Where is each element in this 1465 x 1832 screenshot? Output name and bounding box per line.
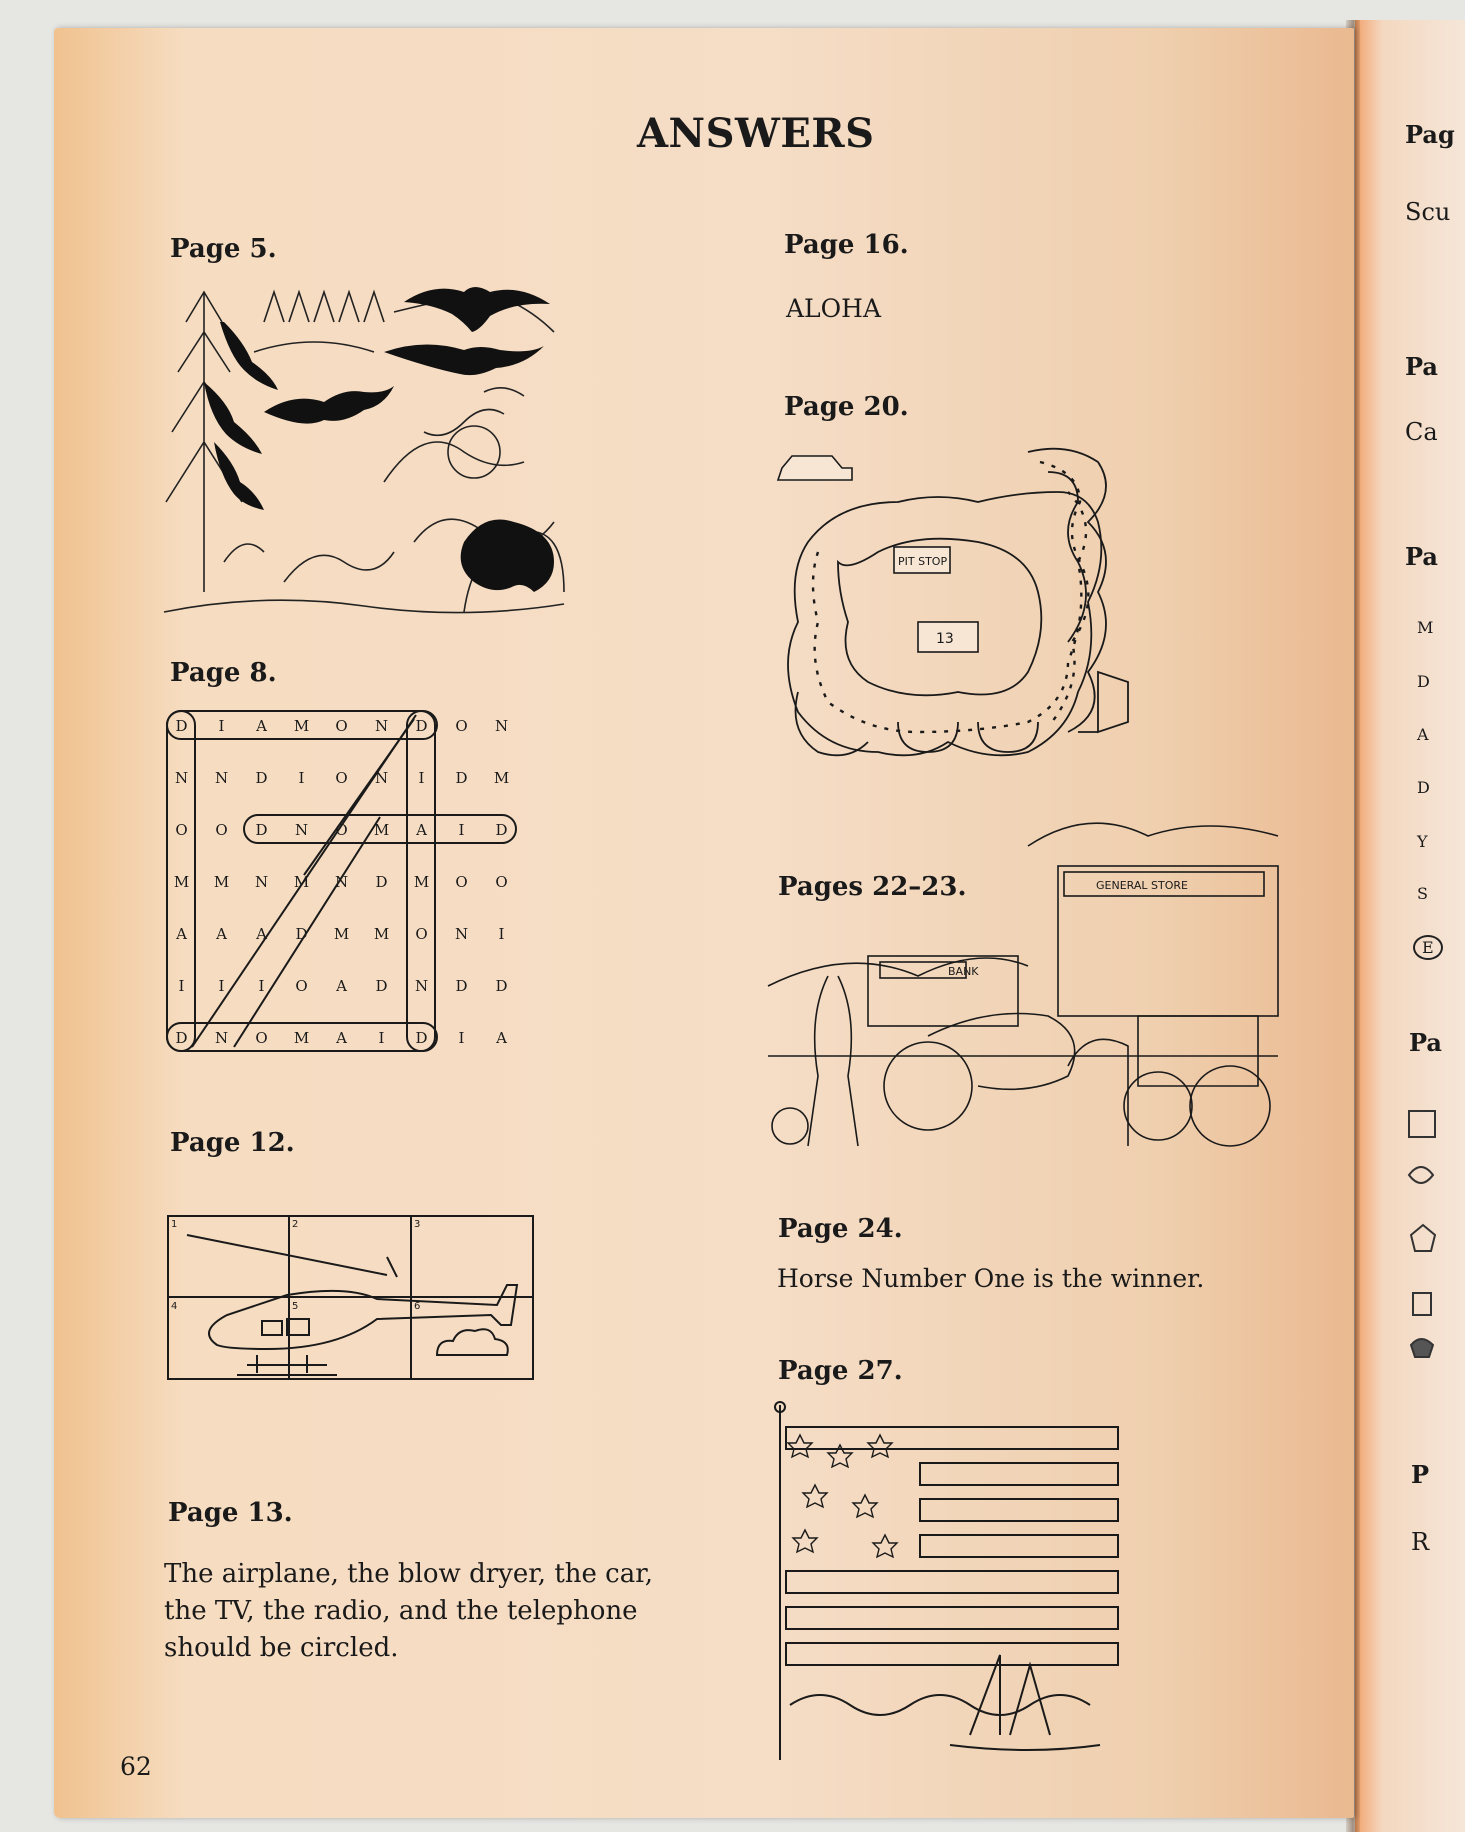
next-page-letter: D	[1417, 672, 1430, 691]
page-number: 62	[120, 1752, 152, 1781]
ws-letter: M	[213, 873, 231, 891]
ws-letter: N	[414, 977, 430, 995]
page-13-answer: The airplane, the blow dryer, the car, the TV, the radio, and the telephone should be circled.	[164, 1559, 654, 1663]
ws-letter: A	[336, 1029, 348, 1047]
racetrack-maze	[778, 432, 1148, 762]
ws-letter: I	[418, 769, 426, 787]
ws-letter: O	[215, 821, 229, 839]
page-title: ANSWERS	[637, 110, 875, 157]
ws-letter: D	[495, 821, 509, 839]
svg-text:6: 6	[414, 1301, 421, 1312]
page-8-label: Page 8.	[170, 658, 277, 688]
ws-letter: N	[454, 925, 470, 943]
pit-stop-sign: PIT STOP	[898, 555, 948, 568]
svg-text:2: 2	[292, 1219, 299, 1230]
next-page-text-2: Ca	[1405, 418, 1438, 446]
svg-text:1: 1	[171, 1219, 178, 1230]
page-16-label: Page 16.	[784, 230, 909, 260]
ws-letter: D	[375, 977, 389, 995]
ws-letter: I	[498, 925, 506, 943]
ws-letter: A	[416, 821, 428, 839]
ws-letter: A	[496, 1029, 508, 1047]
ws-letter: A	[256, 925, 268, 943]
ws-letter: N	[214, 769, 230, 787]
ws-letter: I	[258, 977, 266, 995]
western-town-illustration	[768, 816, 1286, 1166]
ws-letter: N	[494, 717, 510, 735]
ws-letter: D	[455, 977, 469, 995]
next-page-letter: S	[1417, 884, 1428, 903]
ws-letter: A	[176, 925, 188, 943]
ws-letter: N	[254, 873, 270, 891]
ws-letter: I	[218, 717, 226, 735]
ws-letter: N	[174, 769, 190, 787]
ws-letter: A	[216, 925, 228, 943]
ws-letter: D	[415, 1029, 429, 1047]
ws-letter: O	[455, 873, 469, 891]
ws-letter: M	[373, 925, 391, 943]
ws-letter: N	[374, 717, 390, 735]
helicopter-puzzle	[167, 1215, 535, 1381]
ws-letter: D	[415, 717, 429, 735]
forest-illustration	[164, 282, 564, 617]
page-5-label: Page 5.	[170, 234, 277, 264]
ws-letter: N	[334, 873, 350, 891]
ws-letter: N	[214, 1029, 230, 1047]
ws-letter: O	[455, 717, 469, 735]
page-27-label: Page 27.	[778, 1356, 903, 1386]
next-page-heading-5: P	[1411, 1460, 1430, 1489]
ws-letter: O	[335, 769, 349, 787]
adjacent-page	[1355, 20, 1465, 1832]
ws-letter: M	[293, 1029, 311, 1047]
bank-sign: BANK	[948, 965, 979, 978]
next-page-heading-1: Pag	[1405, 120, 1455, 149]
ws-letter: N	[294, 821, 310, 839]
ws-letter: O	[295, 977, 309, 995]
ws-letter: N	[374, 769, 390, 787]
ws-letter: D	[495, 977, 509, 995]
ws-letter: I	[458, 1029, 466, 1047]
next-page-text-3: R	[1411, 1528, 1430, 1556]
word-search-grid	[162, 707, 522, 1059]
ws-letter: D	[295, 925, 309, 943]
next-page-letter: Y	[1417, 832, 1428, 851]
page-12-label: Page 12.	[170, 1128, 295, 1158]
next-page-icons	[1405, 1105, 1445, 1365]
svg-text:4: 4	[171, 1301, 178, 1312]
next-page-heading-3: Pa	[1405, 542, 1438, 571]
ws-letter: M	[293, 717, 311, 735]
ws-letter: I	[458, 821, 466, 839]
next-page-text-1: Scu	[1405, 198, 1451, 226]
ws-letter: I	[218, 977, 226, 995]
ws-letter: D	[455, 769, 469, 787]
ws-letter: I	[298, 769, 306, 787]
ws-letter: A	[256, 717, 268, 735]
ws-letter: M	[493, 769, 511, 787]
next-page-circled-letter: E	[1413, 935, 1443, 960]
next-page-heading-2: Pa	[1405, 352, 1438, 381]
next-page-heading-4: Pa	[1409, 1028, 1442, 1057]
page-24-answer: Horse Number One is the winner.	[777, 1264, 1205, 1293]
ws-letter: O	[255, 1029, 269, 1047]
ws-letter: D	[375, 873, 389, 891]
ws-letter: M	[373, 821, 391, 839]
ws-letter: D	[255, 769, 269, 787]
ws-letter: M	[173, 873, 191, 891]
next-page-letter: A	[1417, 725, 1429, 744]
pages-22-23-label: Pages 22–23.	[778, 872, 967, 902]
ws-letter: I	[178, 977, 186, 995]
ws-letter: D	[255, 821, 269, 839]
word-search-circles	[162, 707, 522, 1059]
next-page-letter: D	[1417, 778, 1430, 797]
ws-letter: O	[175, 821, 189, 839]
ws-letter: O	[495, 873, 509, 891]
ws-letter: M	[333, 925, 351, 943]
ws-letter: O	[335, 717, 349, 735]
page-13-label: Page 13.	[168, 1498, 293, 1528]
ws-letter: D	[175, 717, 189, 735]
page-16-answer: ALOHA	[786, 294, 882, 323]
ws-letter: D	[175, 1029, 189, 1047]
flag-illustration	[770, 1405, 1150, 1765]
ws-letter: O	[415, 925, 429, 943]
next-page-letter: M	[1417, 618, 1434, 637]
page-20-label: Page 20.	[784, 392, 909, 422]
ws-letter: A	[336, 977, 348, 995]
ws-letter: M	[413, 873, 431, 891]
ws-letter: O	[335, 821, 349, 839]
race-car-number: 13	[936, 631, 954, 647]
ws-letter: M	[293, 873, 311, 891]
page-24-label: Page 24.	[778, 1214, 903, 1244]
svg-text:5: 5	[292, 1301, 299, 1312]
svg-text:3: 3	[414, 1219, 421, 1230]
general-store-sign: GENERAL STORE	[1096, 879, 1188, 892]
ws-letter: I	[378, 1029, 386, 1047]
